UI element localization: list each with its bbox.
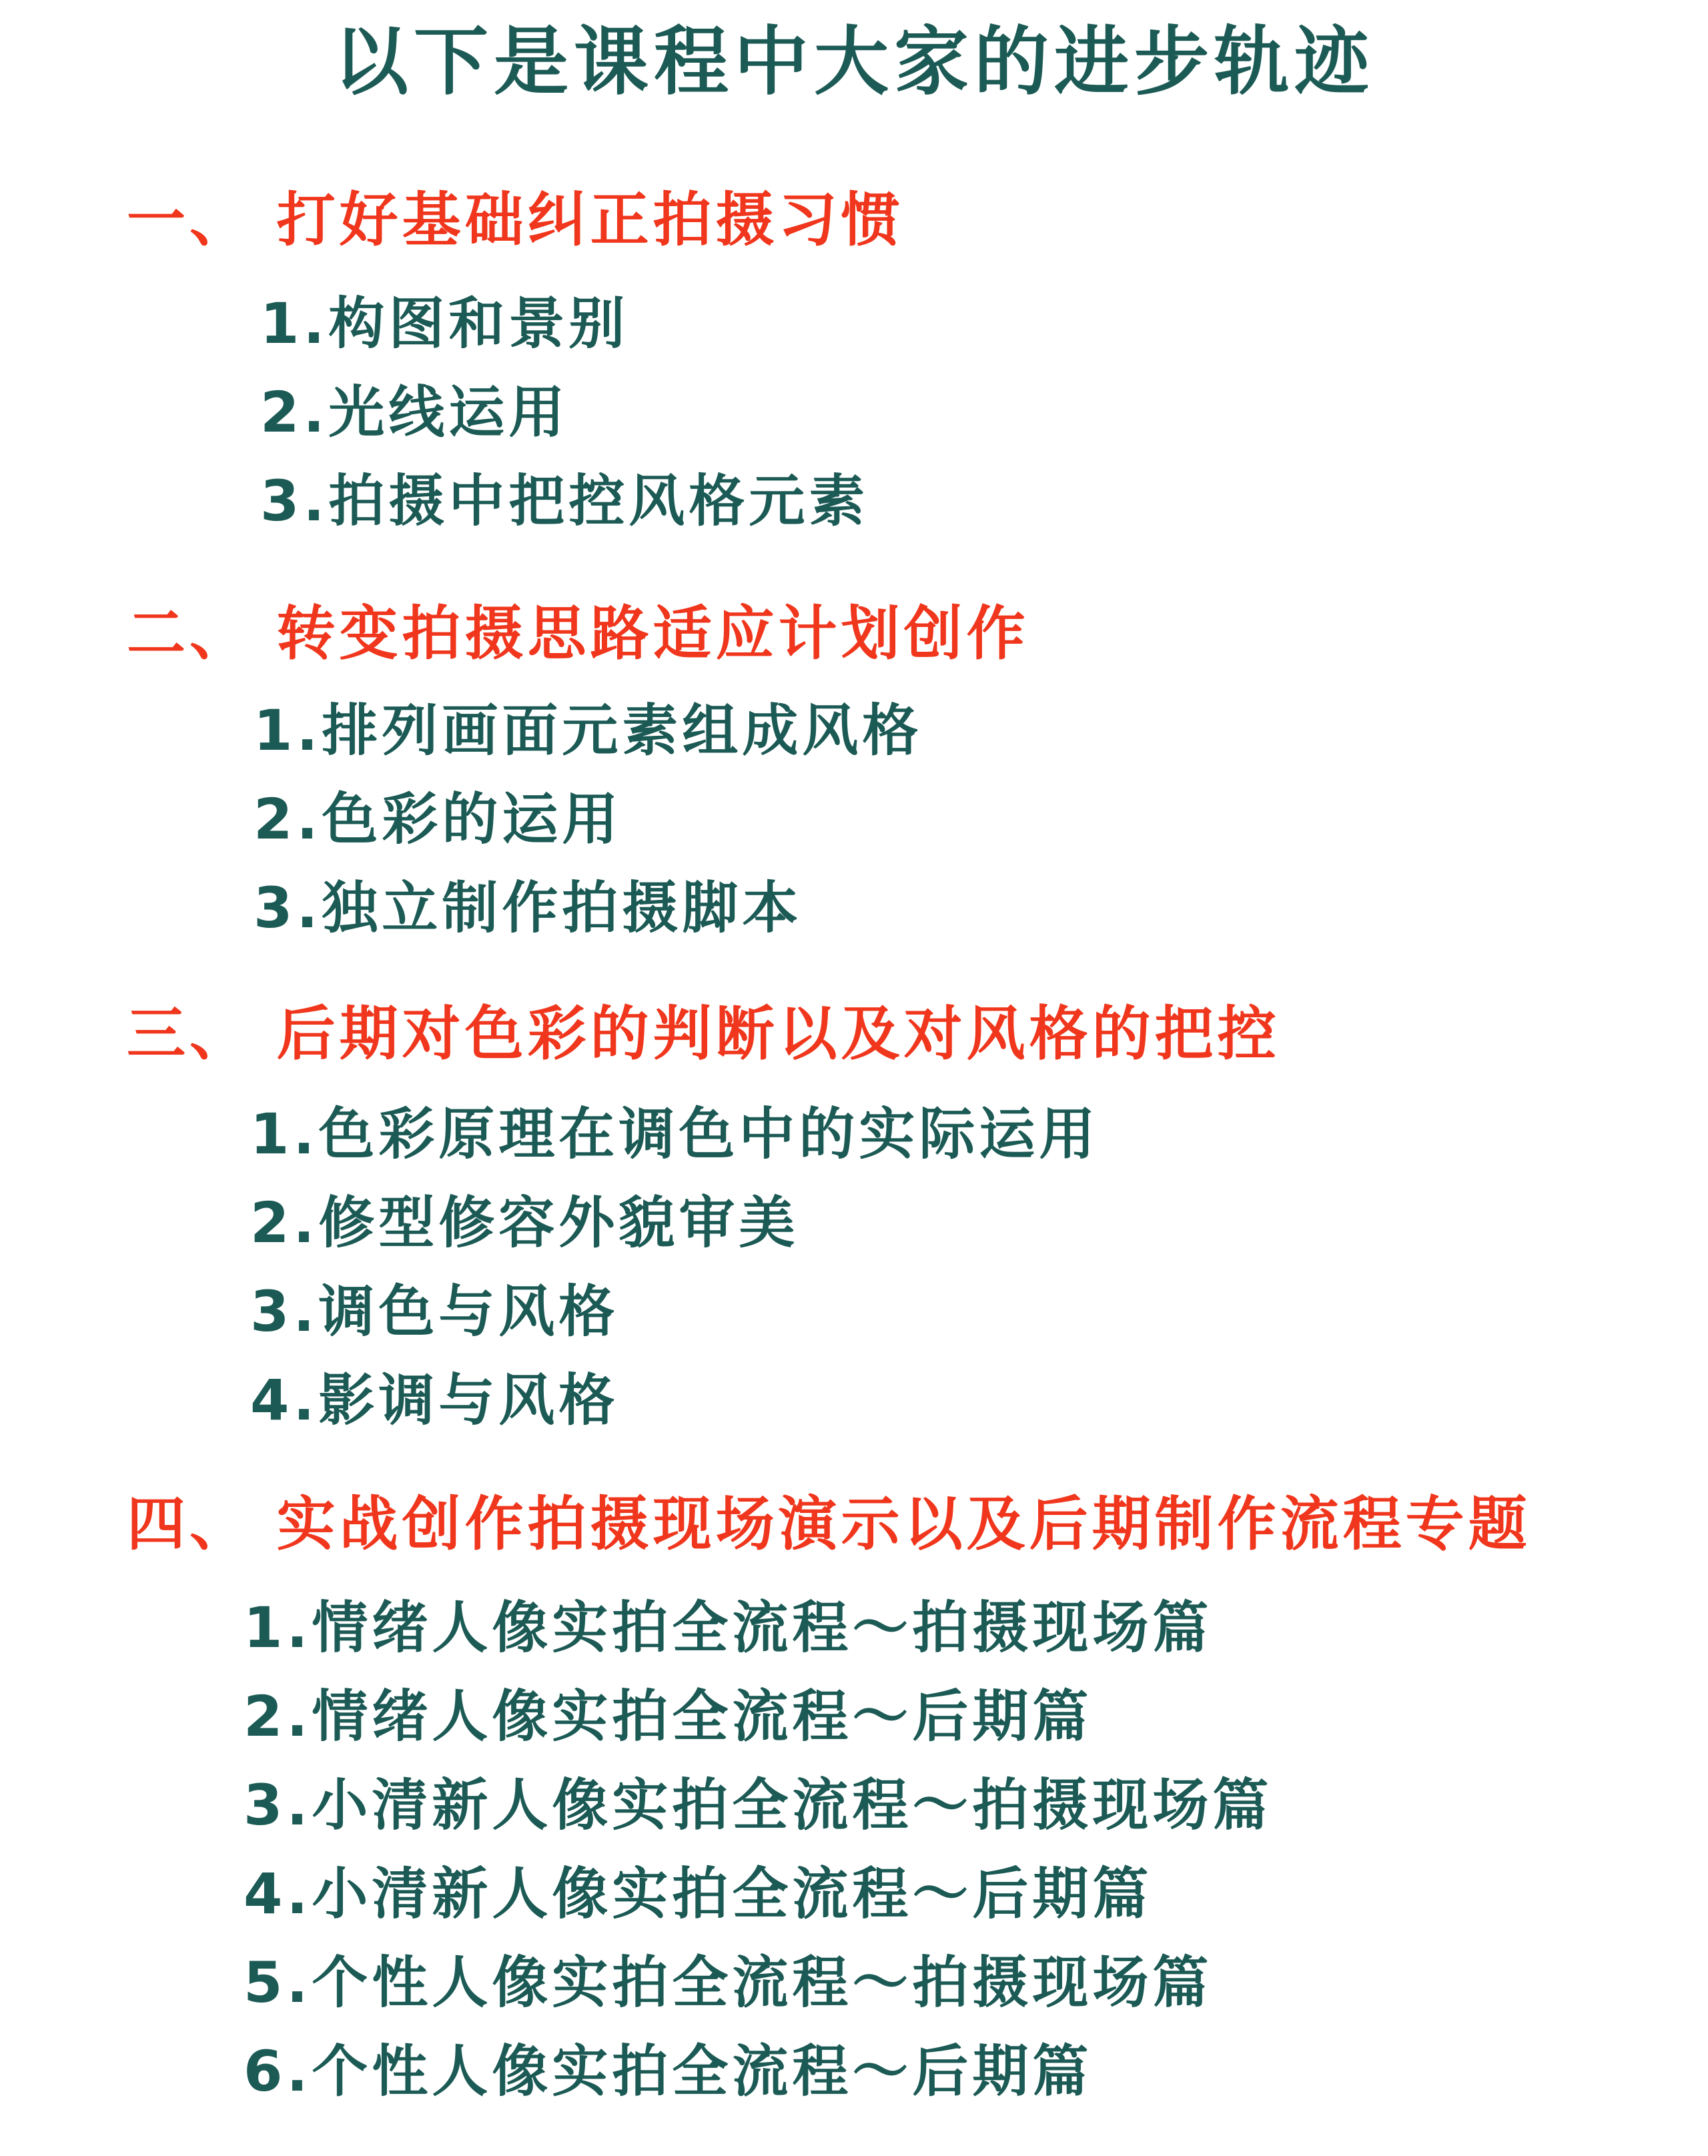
- section-heading-4: 四、 实战创作拍摄现场演示以及后期制作流程专题: [127, 1490, 1531, 1558]
- section-1-item-1: 1.构图和景别: [260, 291, 629, 356]
- section-4-item-1: 1.情绪人像实拍全流程～拍摄现场篇: [244, 1595, 1213, 1660]
- section-4-item-4: 4.小清新人像实拍全流程～后期篇: [244, 1861, 1153, 1927]
- section-4-item-2: 2.情绪人像实拍全流程～后期篇: [244, 1684, 1093, 1749]
- section-2-item-2: 2.色彩的运用: [254, 786, 622, 852]
- section-4-item-6: 6.个性人像实拍全流程～后期篇: [244, 2039, 1093, 2104]
- page-title: 以下是课程中大家的进步轨迹: [334, 19, 1374, 105]
- section-3-item-4: 4.影调与风格: [250, 1368, 619, 1433]
- section-2-item-1: 1.排列画面元素组成风格: [254, 698, 923, 763]
- section-3-item-2: 2.修型修容外貌审美: [250, 1190, 799, 1255]
- section-3-item-3: 3.调色与风格: [250, 1279, 619, 1344]
- section-heading-2: 二、 转变拍摄思路适应计划创作: [127, 599, 1029, 668]
- section-heading-3: 三、 后期对色彩的判断以及对风格的把控: [127, 999, 1280, 1068]
- section-3-item-1: 1.色彩原理在调色中的实际运用: [250, 1101, 1100, 1167]
- section-heading-1: 一、 打好基础纠正拍摄习惯: [127, 185, 904, 254]
- section-2-item-3: 3.独立制作拍摄脚本: [254, 875, 803, 941]
- section-1-item-2: 2.光线运用: [260, 380, 569, 445]
- section-4-item-3: 3.小清新人像实拍全流程～拍摄现场篇: [244, 1772, 1273, 1838]
- section-1-item-3: 3.拍摄中把控风格元素: [260, 468, 869, 534]
- section-4-item-5: 5.个性人像实拍全流程～拍摄现场篇: [244, 1950, 1213, 2015]
